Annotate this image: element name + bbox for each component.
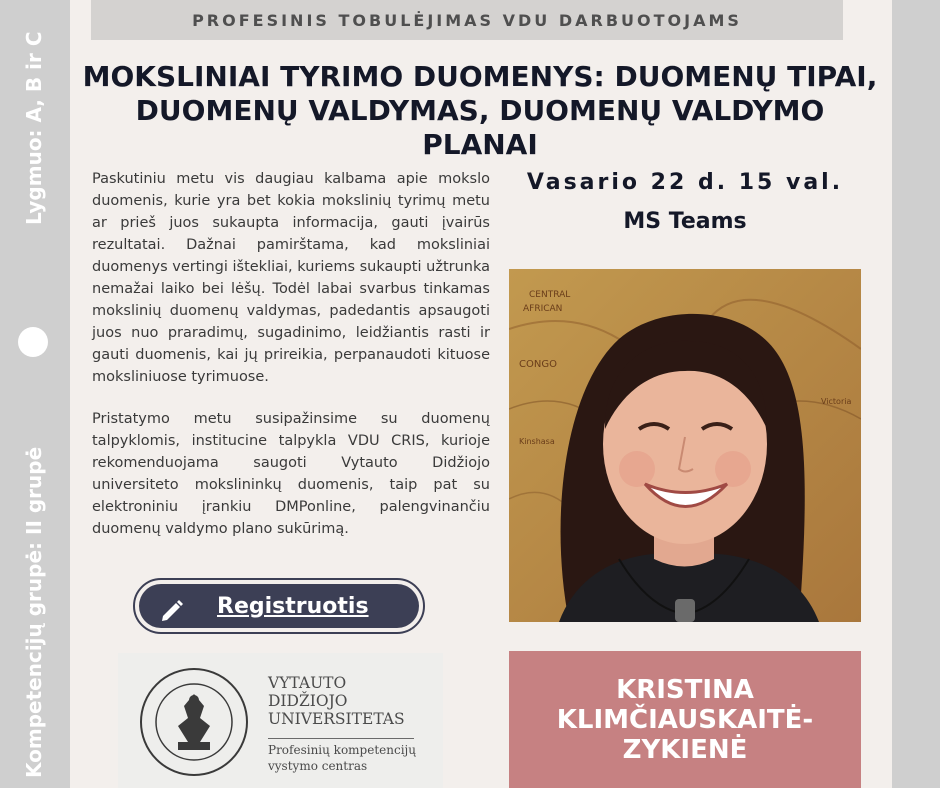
event-date: Vasario 22 d. 15 val. [526,170,844,195]
description-paragraph-2: Pristatymo metu susipažinsime su duomenų talpyklomis, institucine talpykla VDU CRIS, kurioje rekomenduojama saugoti Vytauto Didžiojo universiteto mokslininkų duomenis, taip pat su elektroniniu įrankiu DMPonline, palengvinančiu duomenų valdymo plano sukūrimą. [92,411,490,537]
speaker-name-line-3: ZYKIENĖ [622,734,748,765]
center-name-line-1: Profesinių kompetencijų [268,743,417,757]
competency-group-label: Kompetencijų grupė: II grupė [22,446,46,778]
description [92,168,490,560]
center-name-line-2: vystymo centras [268,759,368,773]
center-name [268,742,416,774]
speaker-photo-illustration [509,269,861,622]
title-line-2: DUOMENŲ VALDYMAS, DUOMENŲ VALDYMO PLANAI [135,94,825,161]
title-line-1: MOKSLINIAI TYRIMO DUOMENYS: DUOMENŲ TIPAI, [82,60,878,93]
sidebar-dot [18,327,48,357]
map-label-kinshasa: Kinshasa [519,437,555,446]
top-banner [91,0,843,40]
university-logo [118,653,443,788]
event-platform: MS Teams [623,209,747,234]
speaker-name [557,675,813,765]
pencil-icon [159,596,185,626]
map-label-central: CENTRAL [529,290,571,300]
map-label-african: AFRICAN [523,304,563,314]
map-label-congo: CONGO [519,359,557,370]
speaker-name-line-2: KLIMČIAUSKAITĖ- [556,704,814,735]
register-button[interactable] [133,578,425,634]
map-label-victoria: Victoria [821,397,852,406]
speaker-name-box [509,651,861,788]
university-name [268,674,405,728]
logo-divider [268,738,414,739]
right-sidebar [892,0,940,788]
university-name-line-2: DIDŽIOJO [268,692,348,710]
page-title [80,60,880,162]
university-name-line-3: UNIVERSITETAS [268,710,405,728]
description-paragraph-1: Paskutiniu metu vis daugiau kalbama apie mokslo duomenis, kurie yra bet kokia mokslinių tyrimų metu ar prieš juos sukaupta informacija, gauti įvairūs rezultatai. Dažnai pamirštama, kad moksliniai duomenys vertingi ištekliai, kuriems sukaupti užtrunka nemažai laiko bei lėšų. Todėl labai svarbus tinkamas mokslinių duomenų valdymas, padedantis apsaugoti juos nuo praradimų, sugadinimo, leidžiantis rasti ir gauti duomenis, kai jų prireikia, perpanaudoti kituose moksliniuose tyrimuose. [92,171,490,385]
speaker-name-line-1: KRISTINA [616,674,754,705]
university-seal-icon [138,666,250,778]
register-button-label[interactable]: Registruotis [217,594,369,619]
banner-text: PROFESINIS TOBULĖJIMAS VDU DARBUOTOJAMS [192,10,742,30]
register-button-body[interactable] [139,584,419,628]
level-label: Lygmuo: A, B ir C [22,31,46,225]
university-name-line-1: VYTAUTO [268,674,347,692]
speaker-photo [509,269,861,622]
